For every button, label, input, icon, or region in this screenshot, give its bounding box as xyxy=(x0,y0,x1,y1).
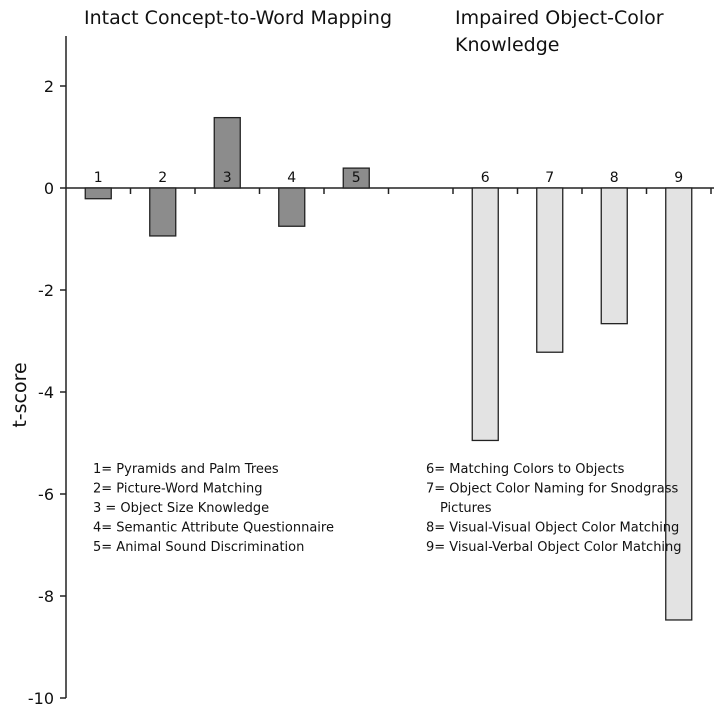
bar-label: 9 xyxy=(674,170,684,186)
y-tick-label: 2 xyxy=(43,77,54,96)
legend-entry: 9= Visual-Verbal Object Color Matching xyxy=(426,540,682,555)
y-tick-label: 0 xyxy=(43,179,54,198)
bar-label: 8 xyxy=(609,170,619,186)
bar-label: 2 xyxy=(158,170,168,186)
legend-entry: 4= Semantic Attribute Questionnaire xyxy=(93,520,334,536)
title-intact: Intact Concept-to-Word Mapping xyxy=(84,7,393,29)
bar-4 xyxy=(279,188,305,226)
y-tick-label: -4 xyxy=(38,383,54,402)
bar-label: 1 xyxy=(93,170,103,186)
bar-7 xyxy=(537,188,563,352)
y-tick-label: -10 xyxy=(27,689,54,708)
bar-6 xyxy=(472,188,498,440)
legend-entry: 1= Pyramids and Palm Trees xyxy=(93,462,279,477)
legend-entry: 5= Animal Sound Discrimination xyxy=(93,540,305,555)
legend-entry: Pictures xyxy=(440,501,492,516)
bar-9 xyxy=(666,188,692,620)
y-tick-label: -8 xyxy=(38,587,54,606)
legend-entry: 8= Visual-Visual Object Color Matching xyxy=(426,520,680,536)
bar-label: 4 xyxy=(287,170,297,186)
y-tick-label: -2 xyxy=(38,281,54,300)
legend xyxy=(93,462,682,555)
axes xyxy=(28,36,714,708)
bar-label: 3 xyxy=(222,170,232,186)
title-impaired-line2: Knowledge xyxy=(455,34,560,56)
bar-8 xyxy=(601,188,627,324)
legend-entry: 3 = Object Size Knowledge xyxy=(93,501,270,516)
title-impaired-line1: Impaired Object-Color xyxy=(455,7,664,29)
bar-1 xyxy=(85,188,111,199)
y-axis-label: t-score xyxy=(9,362,31,428)
legend-entry: 2= Picture-Word Matching xyxy=(93,481,263,497)
bar-label: 6 xyxy=(480,170,490,186)
y-tick-label: -6 xyxy=(38,485,54,504)
bar-label: 7 xyxy=(545,170,555,186)
bar-2 xyxy=(150,188,176,236)
legend-entry: 6= Matching Colors to Objects xyxy=(426,462,625,477)
bar-label: 5 xyxy=(351,170,361,186)
legend-entry: 7= Object Color Naming for Snodgrass xyxy=(426,481,679,497)
